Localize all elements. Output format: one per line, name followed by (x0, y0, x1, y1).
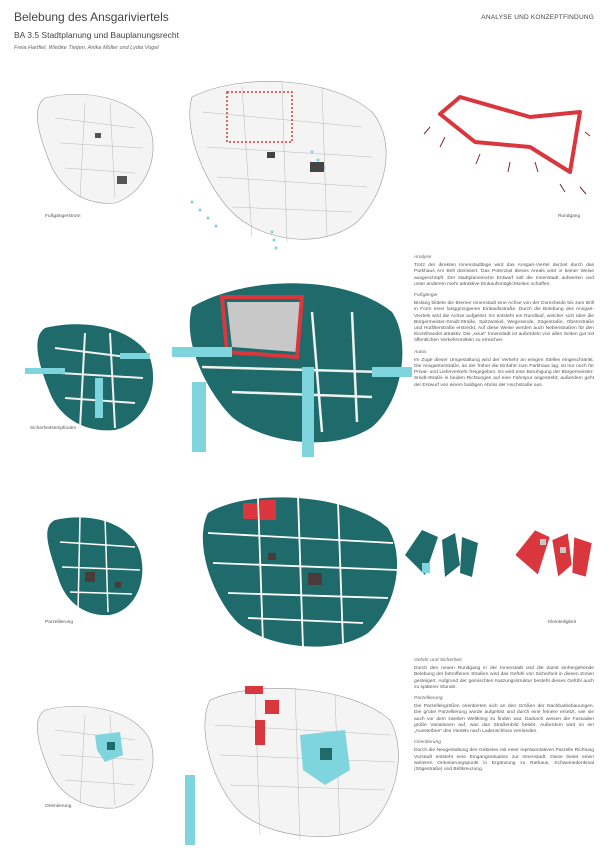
page-subtitle: BA 3.5 Stadtplanung und Bauplanungsrecht (14, 30, 179, 40)
paragraph-orientierung: Durch die Neugestaltung des Gebietes mit einer repräsentativen Parzelle Richtung Vorstadt entsteht eine Eingangssituation zur Innenstadt. Diese bietet einen weiteren Orientierungspunkt in Ergänzung zu Rathaus, Schweinedenkmal (Sögestraße) und Brillkreuzung. (414, 748, 594, 773)
paragraph-gefahr: Durch den neuen Rundgang in der Innenstadt und die damit einhergehende Belebung der betroffenen Straßen wird das Gefühl von Sicherheit in diesen Zonen gesteigert. Aufgrund der gemischten Nutzungsstruktur besteht dieses Gefühl auch zu späterer Stunde. (414, 666, 594, 690)
heading-gefahr: Gefahr und Sicherheit (414, 658, 462, 663)
map-fussgaenger-small (25, 88, 165, 208)
caption-parzellierung: Parzellierung (45, 620, 73, 625)
section-heading: ANALYSE UND KONZEPTFINDUNG (481, 14, 594, 21)
paragraph-autos: Im Zuge dieser Umgestaltung wird der Verkehr an einigen Stellen eingeschränkt. Die Ansgaritorstraße, an der früher die Einfahrt zum Parkhaus lag, ist nur noch für Privat- und Lieferverkehr freigegeben. Es wird eine Beruhigung der Bürgermeister-Smidt-Straße in beiden Richtungen auf eine Fahrspur angestrebt; außerdem geht der Entwurf von einem baldigen Abriss der Hochstraße aus. (414, 357, 594, 388)
detail-kleinteiligkeit (400, 525, 600, 585)
map-orientierung-small (25, 700, 165, 810)
paragraph-parzellierung: Die Parzellengrößen orientierten sich an den Größen der Nachbarbebauungen. Die grobe Parzellierung wurde aufgelöst und durch eine feinere ersetzt, wie sie auch vor dem zweiten Weltkrieg zu finden war. Dadurch weisen die Fassaden große Variationen auf, was das Straßenbild belebt. Außerdem wird so ein „Aussterben“ des Viertels nach Ladenschluss vermieden. (414, 704, 594, 735)
heading-orientierung: Orientierung (414, 740, 441, 746)
paragraph-analyse: Trotz der direkten Innenstadtlage wird das Ansgari-Viertel derzeit durch das Parkhaus Am Brill dominiert. Das Potenzial dieses Areals wird in keiner Weise ausgeschöpft. Der stadtplanerische Entwurf soll die Innenstadt aufwerten und unter anderem mehr attraktive Einkaufsmöglichkeiten schaffen. (414, 263, 594, 287)
caption-kleinteiligkeit: Kleinteiligkeit (548, 620, 576, 625)
text-block-analyse (414, 255, 594, 394)
map-orientierung-large (185, 680, 410, 845)
caption-fussgaengerstrom: Fußgängerstrom (45, 214, 81, 219)
heading-parzellierung: Parzellierung (414, 696, 443, 702)
authors: Freia Hartfiel, Wiebke Tietjen, Anika Müller und Lydia Vogel (14, 45, 159, 51)
diagram-rundgang (420, 92, 590, 202)
caption-rundgang: Rundgang (558, 214, 581, 219)
heading-autos: Autos (414, 349, 427, 355)
caption-orientierung: Orientierung (45, 804, 72, 809)
page-title: Belebung des Ansgariviertels (14, 10, 169, 24)
map-parzellierung-large (188, 488, 403, 653)
map-fussgaenger-large (172, 72, 402, 252)
map-sicherheit-large (172, 272, 412, 457)
text-block-gefahr (414, 658, 594, 778)
heading-fussgaenger: Fußgänger (414, 293, 438, 299)
heading-analyse: Analyse (414, 255, 432, 260)
caption-sicherheitsempfinden: Sicherheitsempfinden (30, 426, 77, 431)
map-sicherheit-small (25, 318, 165, 433)
paragraph-fussgaenger: Bislang bildete die Bremer Innenstadt eine Achse von der Domsheide bis zum Brill in Form einer langgezogenen Einkaufsstraße. Durch die Belebung des Ansgari-Viertels wird die Achse aufgelöst. Es entsteht ein Rundlauf, welcher sich über die Bürgermeister-Smidt-Straße, Spitzwinkel, Wegesende, Sögestraße, Obernstraße und Hutfilterstraße erstreckt. Auf diese Weise werden auch Nebenstraßen für den Einzelhandel attraktiv. Die „neue“ Innenstadt ist außerdem von allen Seiten gut mit öffentlichen Verkehrsmitteln zu erreichen. (414, 301, 594, 344)
map-parzellierung-small (40, 512, 150, 617)
